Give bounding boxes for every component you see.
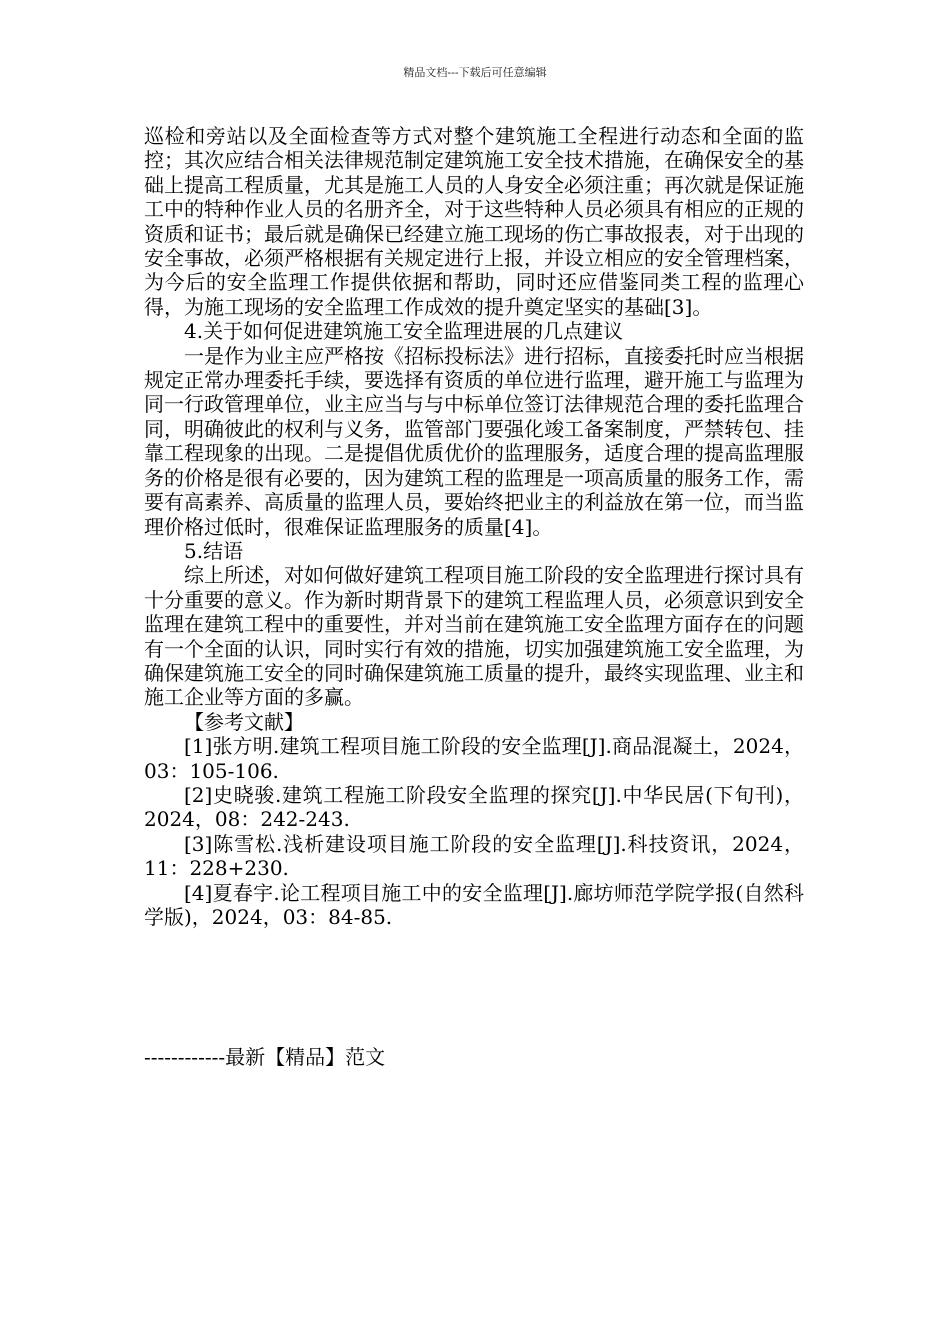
- reference-item-3: [3]陈雪松.浅析建设项目施工阶段的安全监理[J].科技资讯，2024，11：228+230.: [144, 831, 804, 881]
- page-header: 精品文档---下载后可任意编辑: [403, 66, 547, 79]
- paragraph-continuation: 巡检和旁站以及全面检查等方式对整个建筑施工全程进行动态和全面的监控；其次应结合相关法律规范制定建筑施工安全技术措施，在确保安全的基础上提高工程质量，尤其是施工人员的人身安全必须注重；再次就是保证施工中的特种作业人员的名册齐全，对于这些特种人员必须具有相应的正规的资质和证书；最后就是确保已经建立施工现场的伤亡事故报表，对于出现的安全事故，必须严格根据有关规定进行上报，并设立相应的安全管理档案，为今后的安全监理工作提供依据和帮助，同时还应借鉴同类工程的监理心得，为施工现场的安全监理工作成效的提升奠定坚实的基础[3]。: [144, 124, 804, 319]
- reference-item-1: [1]张方明.建筑工程项目施工阶段的安全监理[J].商品混凝土，2024，03：105-106.: [144, 734, 804, 783]
- reference-item-2: [2]史晓骏.建筑工程施工阶段安全监理的探究[J].中华民居(下旬刊)，2024，08：242-243.: [144, 782, 804, 832]
- reference-item-4: [4]夏春宇.论工程项目施工中的安全监理[J].廊坊师范学院学报(自然科学版)，2024，03：84-85.: [144, 880, 804, 929]
- page-footer: ------------最新【精品】范文: [144, 1045, 386, 1069]
- paragraph-recommendations: 一是作为业主应严格按《招标投标法》进行招标，直接委托时应当根据规定正常办理委托手续，要选择有资质的单位进行监理，避开施工与监理为同一行政管理单位，业主应当与与中标单位签订法律规范合理的委托监理合同，明确彼此的权利与义务，监管部门要强化竣工备案制度，严禁转包、挂靠工程现象的出现。二是提倡优质优价的监理服务，适度合理的提高监理服务的价格是很有必要的，因为建筑工程的监理是一项高质量的服务工作，需要有高素养、高质量的监理人员，要始终把业主的利益放在第一位，而当监理价格过低时，很难保证监理服务的质量[4]。: [144, 343, 804, 539]
- paragraph-conclusion: 综上所述，对如何做好建筑工程项目施工阶段的安全监理进行探讨具有十分重要的意义。作为新时期背景下的建筑工程监理人员，必须意识到安全监理在建筑工程中的重要性，并对当前在建筑施工安全监理方面存在的问题有一个全面的认识，同时实行有效的措施，切实加强建筑施工安全监理，为确保建筑施工安全的同时确保建筑施工质量的提升，最终实现监理、业主和施工企业等方面的多赢。: [144, 563, 804, 710]
- references-heading: 【参考文献】: [184, 709, 304, 734]
- section-heading-5: 5.结语: [184, 538, 244, 563]
- document-body: [144, 124, 804, 929]
- section-heading-4: 4.关于如何促进建筑施工安全监理进展的几点建议: [184, 319, 624, 344]
